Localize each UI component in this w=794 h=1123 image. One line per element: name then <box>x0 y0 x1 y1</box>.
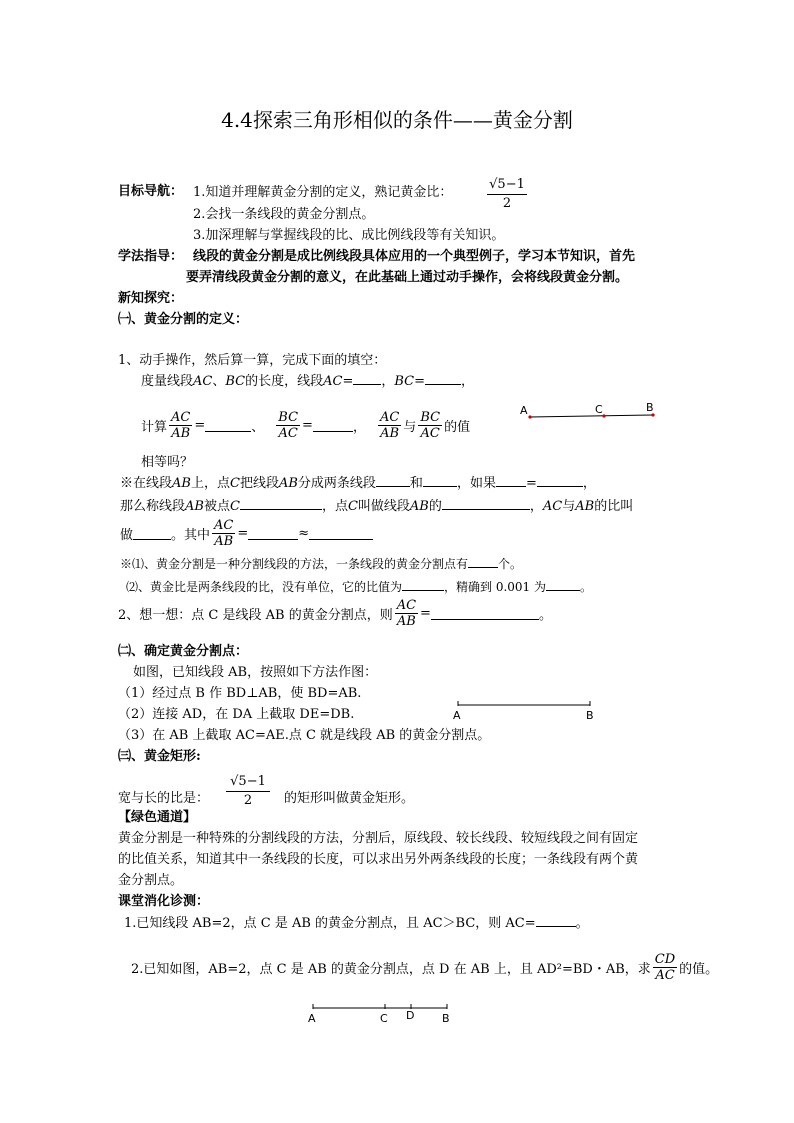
segment-blank-1[interactable] <box>376 474 410 487</box>
frac-num: AC <box>171 410 191 425</box>
def-text: AB <box>185 499 204 514</box>
def-text: 把线段 <box>239 476 279 491</box>
label-b: B <box>586 709 594 722</box>
def-text: = <box>237 526 249 541</box>
def-text: 与 <box>562 499 576 514</box>
measure-text-b: AC <box>193 374 213 389</box>
label-b: B <box>646 401 654 414</box>
measure-text-f: AC= <box>323 374 354 389</box>
section-2-intro: 如图，已知线段 AB，按照如下方法作图： <box>133 665 378 680</box>
equal-question: 相等吗？ <box>141 455 194 470</box>
def-text: 分成两条线段 <box>297 476 376 491</box>
measure-text-d: BC <box>225 374 246 389</box>
fraction-cd-ac <box>653 952 677 983</box>
ratio-denominator: 2 <box>502 196 512 211</box>
frac-den: AC <box>655 968 675 983</box>
note-text: ※⑴、黄金分割是一种分割线段的方法，一条线段的黄金分割点有 <box>120 557 469 571</box>
segment-blank-2[interactable] <box>423 474 457 487</box>
def-text: 。其中 <box>171 528 211 543</box>
comma: ， <box>352 420 366 435</box>
def-text: 的 <box>428 499 442 514</box>
and-word: 与 <box>403 420 417 435</box>
def-text: AB <box>409 499 429 514</box>
calc-blank-1[interactable] <box>205 419 251 432</box>
point-c-dot <box>602 414 605 417</box>
note-text: 个。 <box>498 557 523 571</box>
label-b: B <box>442 1012 450 1025</box>
def-text: 那么称线段 <box>120 499 186 514</box>
golden-rect-formula <box>226 773 270 810</box>
def-text: 和 <box>409 476 423 491</box>
count-blank[interactable] <box>468 555 498 568</box>
label-a: A <box>453 709 461 722</box>
measure-text-c: 、 <box>212 374 226 389</box>
frac-den: AC <box>420 426 440 441</box>
def-text: AB <box>278 476 298 491</box>
definition-line-2 <box>120 495 633 514</box>
frac-den: AB <box>396 614 416 629</box>
frac-num: AC <box>214 518 234 533</box>
def-text: = <box>525 476 537 491</box>
segment-line <box>530 415 653 417</box>
frac-den: AB <box>171 426 191 441</box>
label-c: C <box>380 1012 388 1025</box>
def-text: 的比叫 <box>594 499 634 514</box>
calc-row <box>141 410 470 441</box>
def-text: AB <box>172 476 191 491</box>
rect-definition: 的矩形叫做黄金矩形。 <box>284 791 415 806</box>
equals-sign: = <box>194 418 206 433</box>
calc-blank-2[interactable] <box>313 419 353 432</box>
segment-figure-ab <box>450 698 600 724</box>
explore-heading: 新知探究： <box>118 291 184 306</box>
question-1: 1、动手操作，然后算一算，完成下面的填空： <box>118 353 387 368</box>
frac-num: BC <box>278 410 299 425</box>
frac-num: AC <box>396 598 417 613</box>
label-a: A <box>520 404 528 417</box>
segment-figure-acb <box>520 400 660 425</box>
approx-value-blank[interactable] <box>309 527 373 540</box>
goals-item-3: 3.加深理解与掌握线段的比、成比例线段等有关知识。 <box>193 228 505 243</box>
def-text: 叫做线段 <box>357 499 410 514</box>
separator: 、 <box>251 420 265 435</box>
q2-text: = <box>420 606 431 621</box>
point-name-blank[interactable] <box>442 497 530 510</box>
goals-item-2: 2.会找一条线段的黄金分割点。 <box>193 207 375 222</box>
condition-blank-1[interactable] <box>496 474 526 487</box>
note-2 <box>126 578 592 595</box>
p1-answer-blank[interactable] <box>536 914 576 927</box>
definition-line-3 <box>120 518 373 549</box>
exact-value-blank[interactable] <box>248 527 298 540</box>
def-text: 被点 <box>203 499 230 514</box>
divided-blank[interactable] <box>240 497 322 510</box>
goals-item-1: 1.知道并理解黄金分割的定义，熟记黄金比： <box>193 185 453 200</box>
method-line-2: 要弄清线段黄金分割的意义，在此基础上通过动手操作，会将线段黄金分割。 <box>186 270 629 285</box>
measure-text-g: ， <box>381 374 395 389</box>
def-text: 上，点 <box>190 476 230 491</box>
def-text: 做 <box>120 528 134 543</box>
note-text: ⑵、黄金比是两条线段的比，没有单位，它的比值为 <box>126 580 403 594</box>
note-text: 。 <box>580 580 593 594</box>
section-3-heading: ㈢、黄金矩形: <box>118 749 201 764</box>
frac-den: AC <box>278 426 298 441</box>
method-heading: 学法指导： <box>118 249 184 264</box>
label-d: D <box>406 1009 415 1022</box>
frac-num: BC <box>420 410 441 425</box>
page-title: 4.4探索三角形相似的条件——黄金分割 <box>221 108 573 132</box>
calc-label: 计算 <box>141 420 168 435</box>
label-a: A <box>308 1012 316 1025</box>
frac-den: AB <box>380 426 400 441</box>
p1-text: 1.已知线段 AB=2，点 C 是 AB 的黄金分割点，且 AC＞BC，则 AC= <box>124 916 536 931</box>
fraction-bc-ac <box>276 410 300 441</box>
frac-num: AC <box>379 410 400 425</box>
q2-answer-blank[interactable] <box>431 607 539 620</box>
point-a-dot <box>528 415 531 418</box>
def-text: AB <box>575 499 595 514</box>
ratio-name-blank[interactable] <box>133 527 171 540</box>
p2-text: 2.已知如图，AB=2，点 C 是 AB 的黄金分割点，点 D 在 AB 上，且 AD²=BD・AB，求 <box>131 962 651 977</box>
method-line-1: 线段的黄金分割是成比例线段具体应用的一个典型例子，学习本节知识，首先 <box>193 249 636 264</box>
def-text: C <box>229 476 240 491</box>
p1-text: 。 <box>575 916 589 931</box>
ratio-numerator: √5−1 <box>487 176 527 195</box>
step-1: （1）经过点 B 作 BD⊥AB，使 BD=AB. <box>118 686 362 701</box>
def-text: ， <box>529 499 543 514</box>
q2-text: 。 <box>538 608 552 623</box>
measure-text-h: BC= <box>394 374 426 389</box>
def-text: ≈ <box>298 526 310 541</box>
green-line-3: 金分割点。 <box>118 873 184 888</box>
def-text: C <box>347 499 358 514</box>
rect-ratio-label: 宽与长的比是： <box>118 791 210 806</box>
measure-text-e: 的长度，线段 <box>245 374 324 389</box>
ratio-denominator: 2 <box>243 793 253 808</box>
fraction-bc-ac-2 <box>418 410 442 441</box>
bc-length-blank[interactable] <box>425 372 461 385</box>
fraction-ac-ab <box>169 410 192 441</box>
def-text: ※在线段 <box>120 476 173 491</box>
frac-num: CD <box>654 952 676 967</box>
golden-ratio-blank[interactable] <box>402 578 444 591</box>
label-c: C <box>595 403 603 416</box>
question-2 <box>118 598 552 629</box>
fraction-ac-ab-def <box>212 518 235 549</box>
def-text: ，点 <box>321 499 348 514</box>
green-line-2: 的比值关系，知道其中一条线段的长度，可以求出另外两条线段的长度；一条线段有两个黄 <box>118 852 639 867</box>
measure-text-a: 度量线段 <box>141 374 194 389</box>
practice-2 <box>131 952 718 983</box>
definition-line-1 <box>120 472 596 491</box>
equals-sign: = <box>302 418 313 433</box>
p2-text: 的值。 <box>679 962 719 977</box>
golden-ratio-formula <box>487 176 527 213</box>
fraction-ac-ab-2 <box>378 410 401 441</box>
condition-blank-2[interactable] <box>537 474 583 487</box>
note-1 <box>120 555 522 572</box>
measure-line <box>141 370 474 389</box>
section-1-heading: ㈠、黄金分割的定义： <box>118 312 249 327</box>
practice-heading: 课堂消化诊测： <box>118 894 210 909</box>
practice-1 <box>124 912 589 931</box>
step-2: （2）连接 AD，在 DA 上截取 DE=DB. <box>118 707 355 722</box>
ac-length-blank[interactable] <box>353 372 381 385</box>
def-text: AC <box>542 499 563 514</box>
segment-figure-acdb <box>305 1000 460 1026</box>
fraction-ac-ab-q2 <box>395 598 418 629</box>
def-text: C <box>229 499 240 514</box>
measure-text-i: ， <box>461 374 475 389</box>
green-channel-heading: 【绿色通道】 <box>118 810 197 825</box>
note-text: ，精确到 0.001 为 <box>444 580 546 594</box>
step-3: （3）在 AB 上截取 AC=AE.点 C 就是线段 AB 的黄金分割点。 <box>118 728 491 743</box>
def-text: ， <box>582 476 596 491</box>
green-line-1: 黄金分割是一种特殊的分割线段的方法，分割后，原线段、较长线段、较短线段之间有固定 <box>118 831 639 846</box>
ratio-numerator: √5−1 <box>226 773 270 792</box>
def-text: ，如果 <box>456 476 496 491</box>
goals-heading: 目标导航： <box>118 184 184 199</box>
frac-den: AB <box>214 534 234 549</box>
section-2-heading: ㈡、确定黄金分割点： <box>118 644 249 659</box>
q2-text: 2、想一想：点 C 是线段 AB 的黄金分割点，则 <box>118 608 393 623</box>
approx-blank[interactable] <box>546 578 580 591</box>
value-word: 的值 <box>444 420 471 435</box>
